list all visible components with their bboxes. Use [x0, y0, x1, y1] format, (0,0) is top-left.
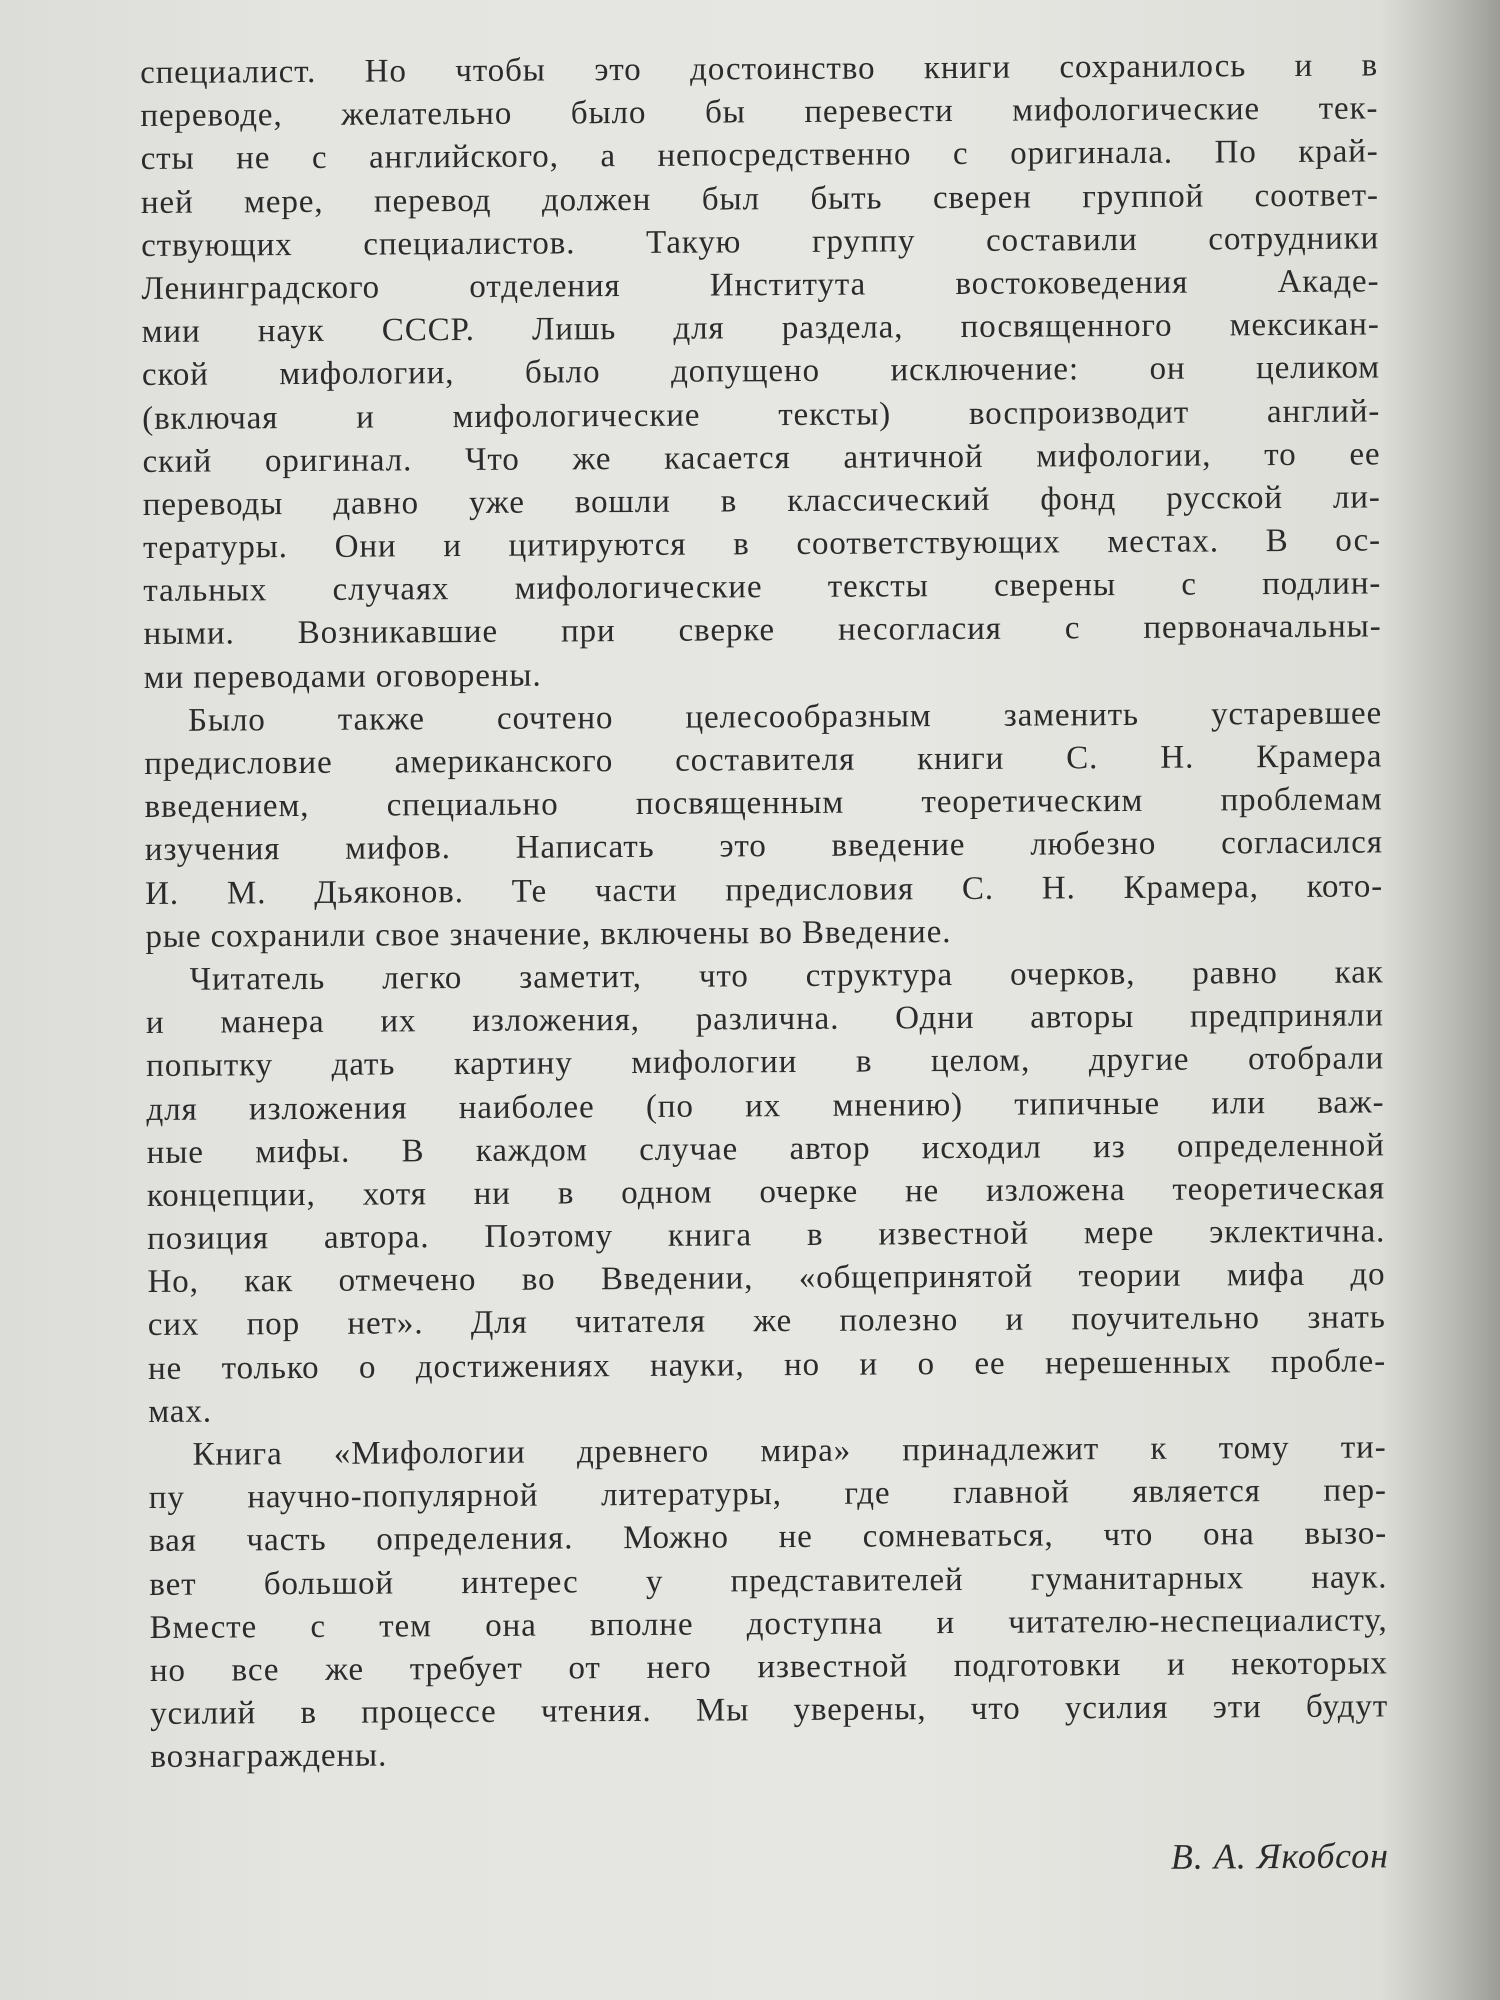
text-line: для изложения наиболее (по их мнению) типичные или важ- — [146, 1083, 1385, 1128]
text-line: тальных случаях мифологические тексты сверены с подлин- — [143, 565, 1382, 610]
text-line: изучения мифов. Написать это введение любезно согласился — [144, 824, 1383, 869]
text-line: сих пор нет». Для читателя же полезно и поучительно знать — [147, 1299, 1386, 1344]
text-line: ми переводами оговорены. — [143, 657, 542, 696]
text-line: специалист. Но чтобы это достоинство книги сохранилось и в — [140, 47, 1379, 91]
text-line: попытку дать картину мифологии в целом, другие отобрали — [146, 1040, 1385, 1085]
text-line: рые сохранили свое значение, включены во Введение. — [145, 913, 952, 955]
book-page — [140, 44, 1390, 1877]
text-line: предисловие американского составителя книги С. Н. Крамера — [144, 738, 1383, 782]
text-line: мах. — [148, 1393, 213, 1430]
text-line: вая часть определения. Можно не сомневаться, что она вызо- — [148, 1515, 1388, 1560]
text-line: введением, специально посвященным теоретическим проблемам — [144, 781, 1383, 826]
text-line: пу научно-популярной литературы, где главной является пер- — [148, 1472, 1387, 1517]
text-line: ский оригинал. Что же касается античной мифологии, то ее — [142, 436, 1381, 480]
text-line: ствующих специалистов. Такую группу составили сотрудники — [141, 220, 1380, 264]
text-line: ской мифологии, было допущено исключение: он целиком — [141, 349, 1381, 394]
body-text — [140, 44, 1389, 1779]
paragraph — [140, 44, 1382, 699]
text-line: ней мере, перевод должен был быть сверен группой соответ- — [140, 176, 1380, 221]
text-line: ными. Возникавшие при сверке несогласия с первоначальны- — [143, 608, 1382, 653]
text-line: но все же требует от него известной подготовки и некоторых — [149, 1645, 1388, 1689]
text-line: (включая и мифологические тексты) воспроизводит англий- — [142, 392, 1381, 437]
text-line: вознаграждены. — [150, 1737, 388, 1776]
text-line: Но, как отмечено во Введении, «общепринятой теории мифа до — [147, 1256, 1386, 1301]
text-line: вет большой интерес у представителей гуманитарных наук. — [149, 1558, 1388, 1603]
text-line: переводе, желательно было бы перевести мифологические тек- — [140, 90, 1379, 135]
text-line: переводы давно уже вошли в классический фонд русской ли- — [142, 479, 1381, 523]
text-line: Книга «Мифологии древнего мира» принадлежит к тому ти- — [192, 1429, 1387, 1473]
text-line: И. М. Дьяконов. Те части предисловия С. Н. Крамера, кото- — [145, 867, 1384, 912]
text-line: мии наук СССР. Лишь для раздела, посвященного мексикан- — [141, 306, 1380, 351]
text-line: позиция автора. Поэтому книга в известной мере эклектична. — [147, 1213, 1386, 1258]
paragraph — [146, 951, 1387, 1434]
text-line: тературы. Они и цитируются в соответствующих местах. В ос- — [142, 522, 1382, 567]
paragraph — [144, 692, 1384, 959]
paragraph — [148, 1426, 1388, 1779]
text-line: Вместе с тем она вполне доступна и читателю-неспециалисту, — [149, 1602, 1388, 1646]
text-line: и манера их изложения, различна. Одни авторы предприняли — [145, 997, 1385, 1042]
text-line: не только о достижениях науки, но и о ее нерешенных пробле- — [147, 1343, 1387, 1387]
author-signature: В. А. Якобсон — [1170, 1835, 1390, 1877]
text-line: сты не с английского, а непосредственно с оригинала. По край- — [140, 133, 1379, 178]
text-line: Было также сочтено целесообразным заменить устаревшее — [187, 695, 1383, 739]
text-line: Ленинградского отделения Института востоковедения Акаде- — [141, 263, 1380, 307]
text-line: усилий в процессе чтения. Мы уверены, что усилия эти будут — [150, 1688, 1389, 1733]
text-line: концепции, хотя ни в одном очерке не изложена теоретическая — [146, 1170, 1386, 1214]
text-line: ные мифы. В каждом случае автор исходил из определенной — [146, 1127, 1385, 1171]
text-line: Читатель легко заметит, что структура очерков, равно как — [189, 954, 1384, 998]
